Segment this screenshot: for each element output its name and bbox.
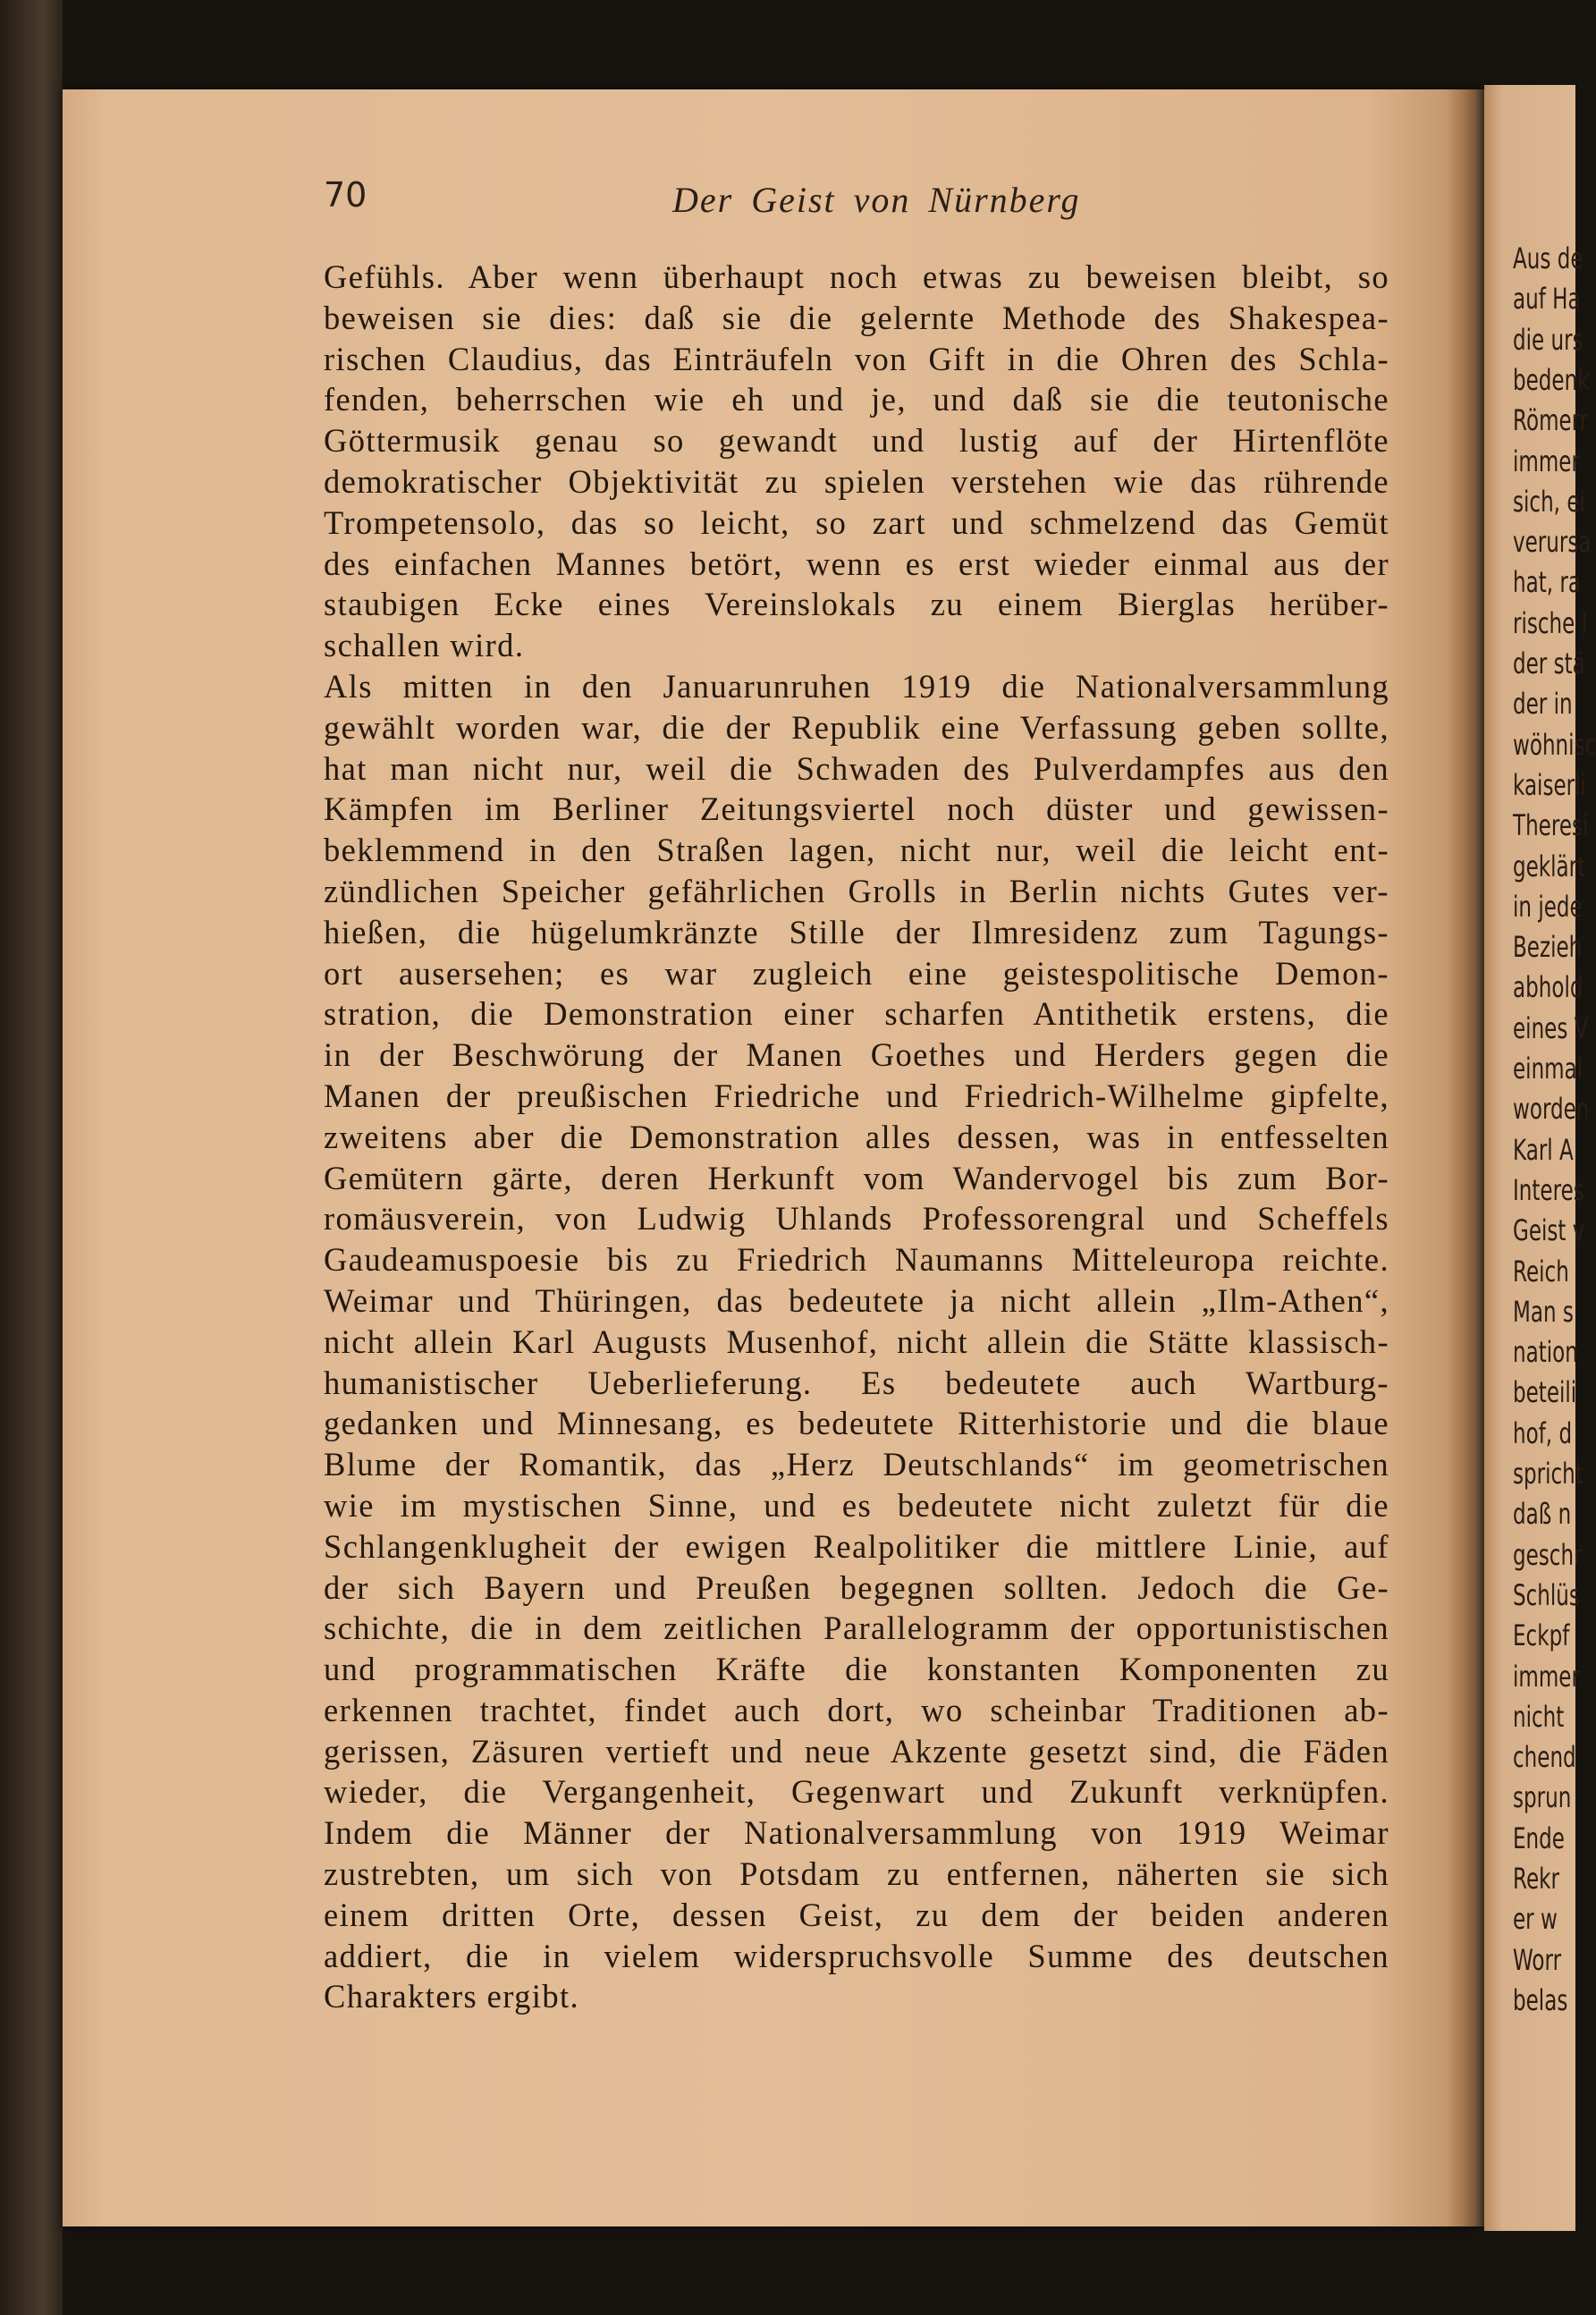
next-page-fragment: Worr [1513,1942,1562,1977]
text-line: gedanken und Minnesang, es bedeutete Ritterhistorie und die blaue [324,1405,1389,1442]
next-page-fragment: rische I [1513,605,1588,640]
text-line: Weimar und Thüringen, das bedeutete ja nicht allein „Ilm-Athen“, [324,1281,1389,1319]
text-line: Blume der Romantik, das „Herz Deutschlands“ im geometrischen [324,1446,1389,1483]
next-page-fragment: Reich [1513,1254,1569,1288]
text-line: fenden, beherrschen wie eh und je, und daß sie die teutonische [324,381,1389,418]
next-page-fragment: der stä [1513,646,1585,680]
text-line: beklemmend in den Straßen lagen, nicht nur, weil die leicht ent- [324,832,1389,869]
text-line: zweitens aber die Demonstration alles dessen, was in entfesselten [324,1118,1389,1155]
text-line: zündlichen Speicher gefährlichen Grolls in Berlin nichts Gutes ver- [324,872,1389,909]
text-line: und programmatischen Kräfte die konstanten Komponenten zu [324,1651,1389,1688]
next-page-fragment: Man s [1513,1294,1574,1329]
next-page-fragment: Interes [1513,1172,1584,1207]
next-page-fragment: nicht [1513,1699,1565,1734]
body-text [324,257,1389,2017]
text-line: rischen Claudius, das Einträufeln von Gift in die Ohren des Schla- [324,340,1389,377]
next-page-fragment: belas [1513,1982,1568,2017]
text-line: Manen der preußischen Friedriche und Friedrich-Wilhelme gipfelte, [324,1077,1389,1114]
book-left-edge [0,0,63,2315]
next-page-fragment: Ende [1513,1821,1565,1855]
next-page-fragment: sich, ei [1513,484,1585,519]
next-page-fragment: kaiserli [1513,767,1586,802]
next-page-fragment: nation [1513,1335,1578,1370]
text-line: gerissen, Zäsuren vertieft und neue Akzente gesetzt sind, die Fäden [324,1732,1389,1770]
text-line: Trompetensolo, das so leicht, so zart und schmelzend das Gemüt [324,503,1389,541]
text-line: schallen wird. [324,627,525,664]
page-header [324,175,1397,229]
next-page-fragment: hat, ra [1513,565,1581,600]
next-page-fragment: worden [1513,1092,1590,1127]
text-line: Gemütern gärte, deren Herkunft vom Wandervogel bis zum Bor- [324,1159,1389,1196]
text-line: des einfachen Mannes betört, wenn es erst wieder einmal aus der [324,545,1389,582]
next-page-fragment: Schlüs [1513,1577,1580,1612]
next-page-fragment: daß n [1513,1497,1572,1532]
text-line: Kämpfen im Berliner Zeitungsviertel noch düster und gewissen- [324,790,1389,828]
next-page-fragment: bedenk [1513,362,1590,397]
page-number: 70 [324,175,367,215]
next-page-fragment: hof, d [1513,1415,1573,1450]
next-page-fragment: verursa [1513,525,1592,560]
text-line: demokratischer Objektivität zu spielen verstehen wie das rührende [324,462,1389,500]
text-line: ort ausersehen; es war zugleich eine geistespolitische Demon- [324,954,1389,992]
text-line: hat man nicht nur, weil die Schwaden des Pulverdampfes aus den [324,749,1389,787]
text-line: Charakters ergibt. [324,1978,580,2015]
text-line: Gaudeamuspoesie bis zu Friedrich Naumanns Mitteleuropa reichte. [324,1241,1389,1279]
text-line: Schlangenklugheit der ewigen Realpolitiker die mittlere Linie, auf [324,1527,1389,1565]
text-line: erkennen trachtet, findet auch dort, wo scheinbar Traditionen ab- [324,1691,1389,1728]
next-page-fragment: Bezieh [1513,930,1583,965]
next-page-fragment: Geist v [1513,1213,1585,1248]
next-page-fragment: er w [1513,1902,1558,1937]
text-line: nicht allein Karl Augusts Musenhof, nicht allein die Stätte klassisch- [324,1322,1389,1360]
text-line: stration, die Demonstration einer scharfen Antithetik erstens, die [324,995,1389,1033]
text-line: Gefühls. Aber wenn überhaupt noch etwas zu beweisen bleibt, so [324,258,1389,295]
next-page-fragment: auf Ha [1513,282,1581,317]
next-page-fragment: spricht [1513,1457,1583,1491]
text-line: hießen, die hügelumkränzte Stille der Ilmresidenz zum Tagungs- [324,913,1389,951]
next-page-fragment: sprun [1513,1780,1572,1815]
text-line: wie im mystischen Sinne, und es bedeutete nicht zuletzt für die [324,1486,1389,1524]
next-page-fragment: die urs [1513,322,1583,357]
text-line: wieder, die Vergangenheit, Gegenwart und Zukunft verknüpfen. [324,1773,1389,1811]
running-title: Der Geist von Nürnberg [672,180,1081,220]
next-page-fragment: Karl A [1513,1132,1574,1167]
text-line: schichte, die in dem zeitlichen Parallelogramm der opportunistischen [324,1610,1389,1647]
next-page-fragment: einmal [1513,1052,1583,1086]
text-line: Göttermusik genau so gewandt und lustig auf der Hirtenflöte [324,422,1389,460]
next-page-fragment: beteili [1513,1375,1577,1410]
next-page-fragment: wöhnisc [1513,727,1596,762]
next-page-fragment: chend [1513,1740,1576,1775]
text-line: Als mitten in den Januarunruhen 1919 die Nationalversammlung [324,667,1389,705]
text-line: der sich Bayern und Preußen begegnen sollten. Jedoch die Ge- [324,1568,1389,1606]
text-line: addiert, die in vielem widerspruchsvolle Summe des deutschen [324,1937,1389,1974]
next-page-fragment: immer [1513,444,1580,478]
text-line: einem dritten Orte, dessen Geist, zu dem der beiden anderen [324,1896,1389,1933]
next-page-fragment: geschr [1513,1537,1583,1572]
text-line: Indem die Männer der Nationalversammlung von 1919 Weimar [324,1814,1389,1852]
next-page-fragment: der in [1513,687,1573,722]
next-page-fragment: Rekr [1513,1862,1559,1896]
text-line: staubigen Ecke eines Vereinslokals zu einem Bierglas herüber- [324,586,1389,623]
text-line: humanistischer Ueberlieferung. Es bedeutete auch Wartburg- [324,1364,1389,1401]
next-page-fragment: immer [1513,1659,1580,1694]
text-line: gewählt worden war, die der Republik eine Verfassung geben sollte, [324,708,1389,746]
next-page-fragment: Aus de [1513,241,1583,275]
text-line: romäusverein, von Ludwig Uhlands Professorengral und Scheffels [324,1200,1389,1238]
next-page-fragment: abhold [1513,970,1583,1005]
text-line: zustrebten, um sich von Potsdam zu entfernen, näherten sie sich [324,1855,1389,1893]
next-page-fragment: geklärt [1513,849,1586,883]
next-page-fragment: Römerr [1513,403,1589,438]
text-line: in der Beschwörung der Manen Goethes und Herders gegen die [324,1036,1389,1074]
next-page-edge [1484,85,1596,2231]
next-page-fragment: Eckpf [1513,1618,1570,1653]
next-page-fragment: in jede [1513,889,1583,924]
book-gutter [1447,89,1484,2226]
text-line: beweisen sie dies: daß sie die gelernte Methode des Shakespea- [324,299,1389,336]
next-page-fragment: eines V [1513,1010,1589,1045]
next-page-fragment: Theresi [1513,808,1589,843]
